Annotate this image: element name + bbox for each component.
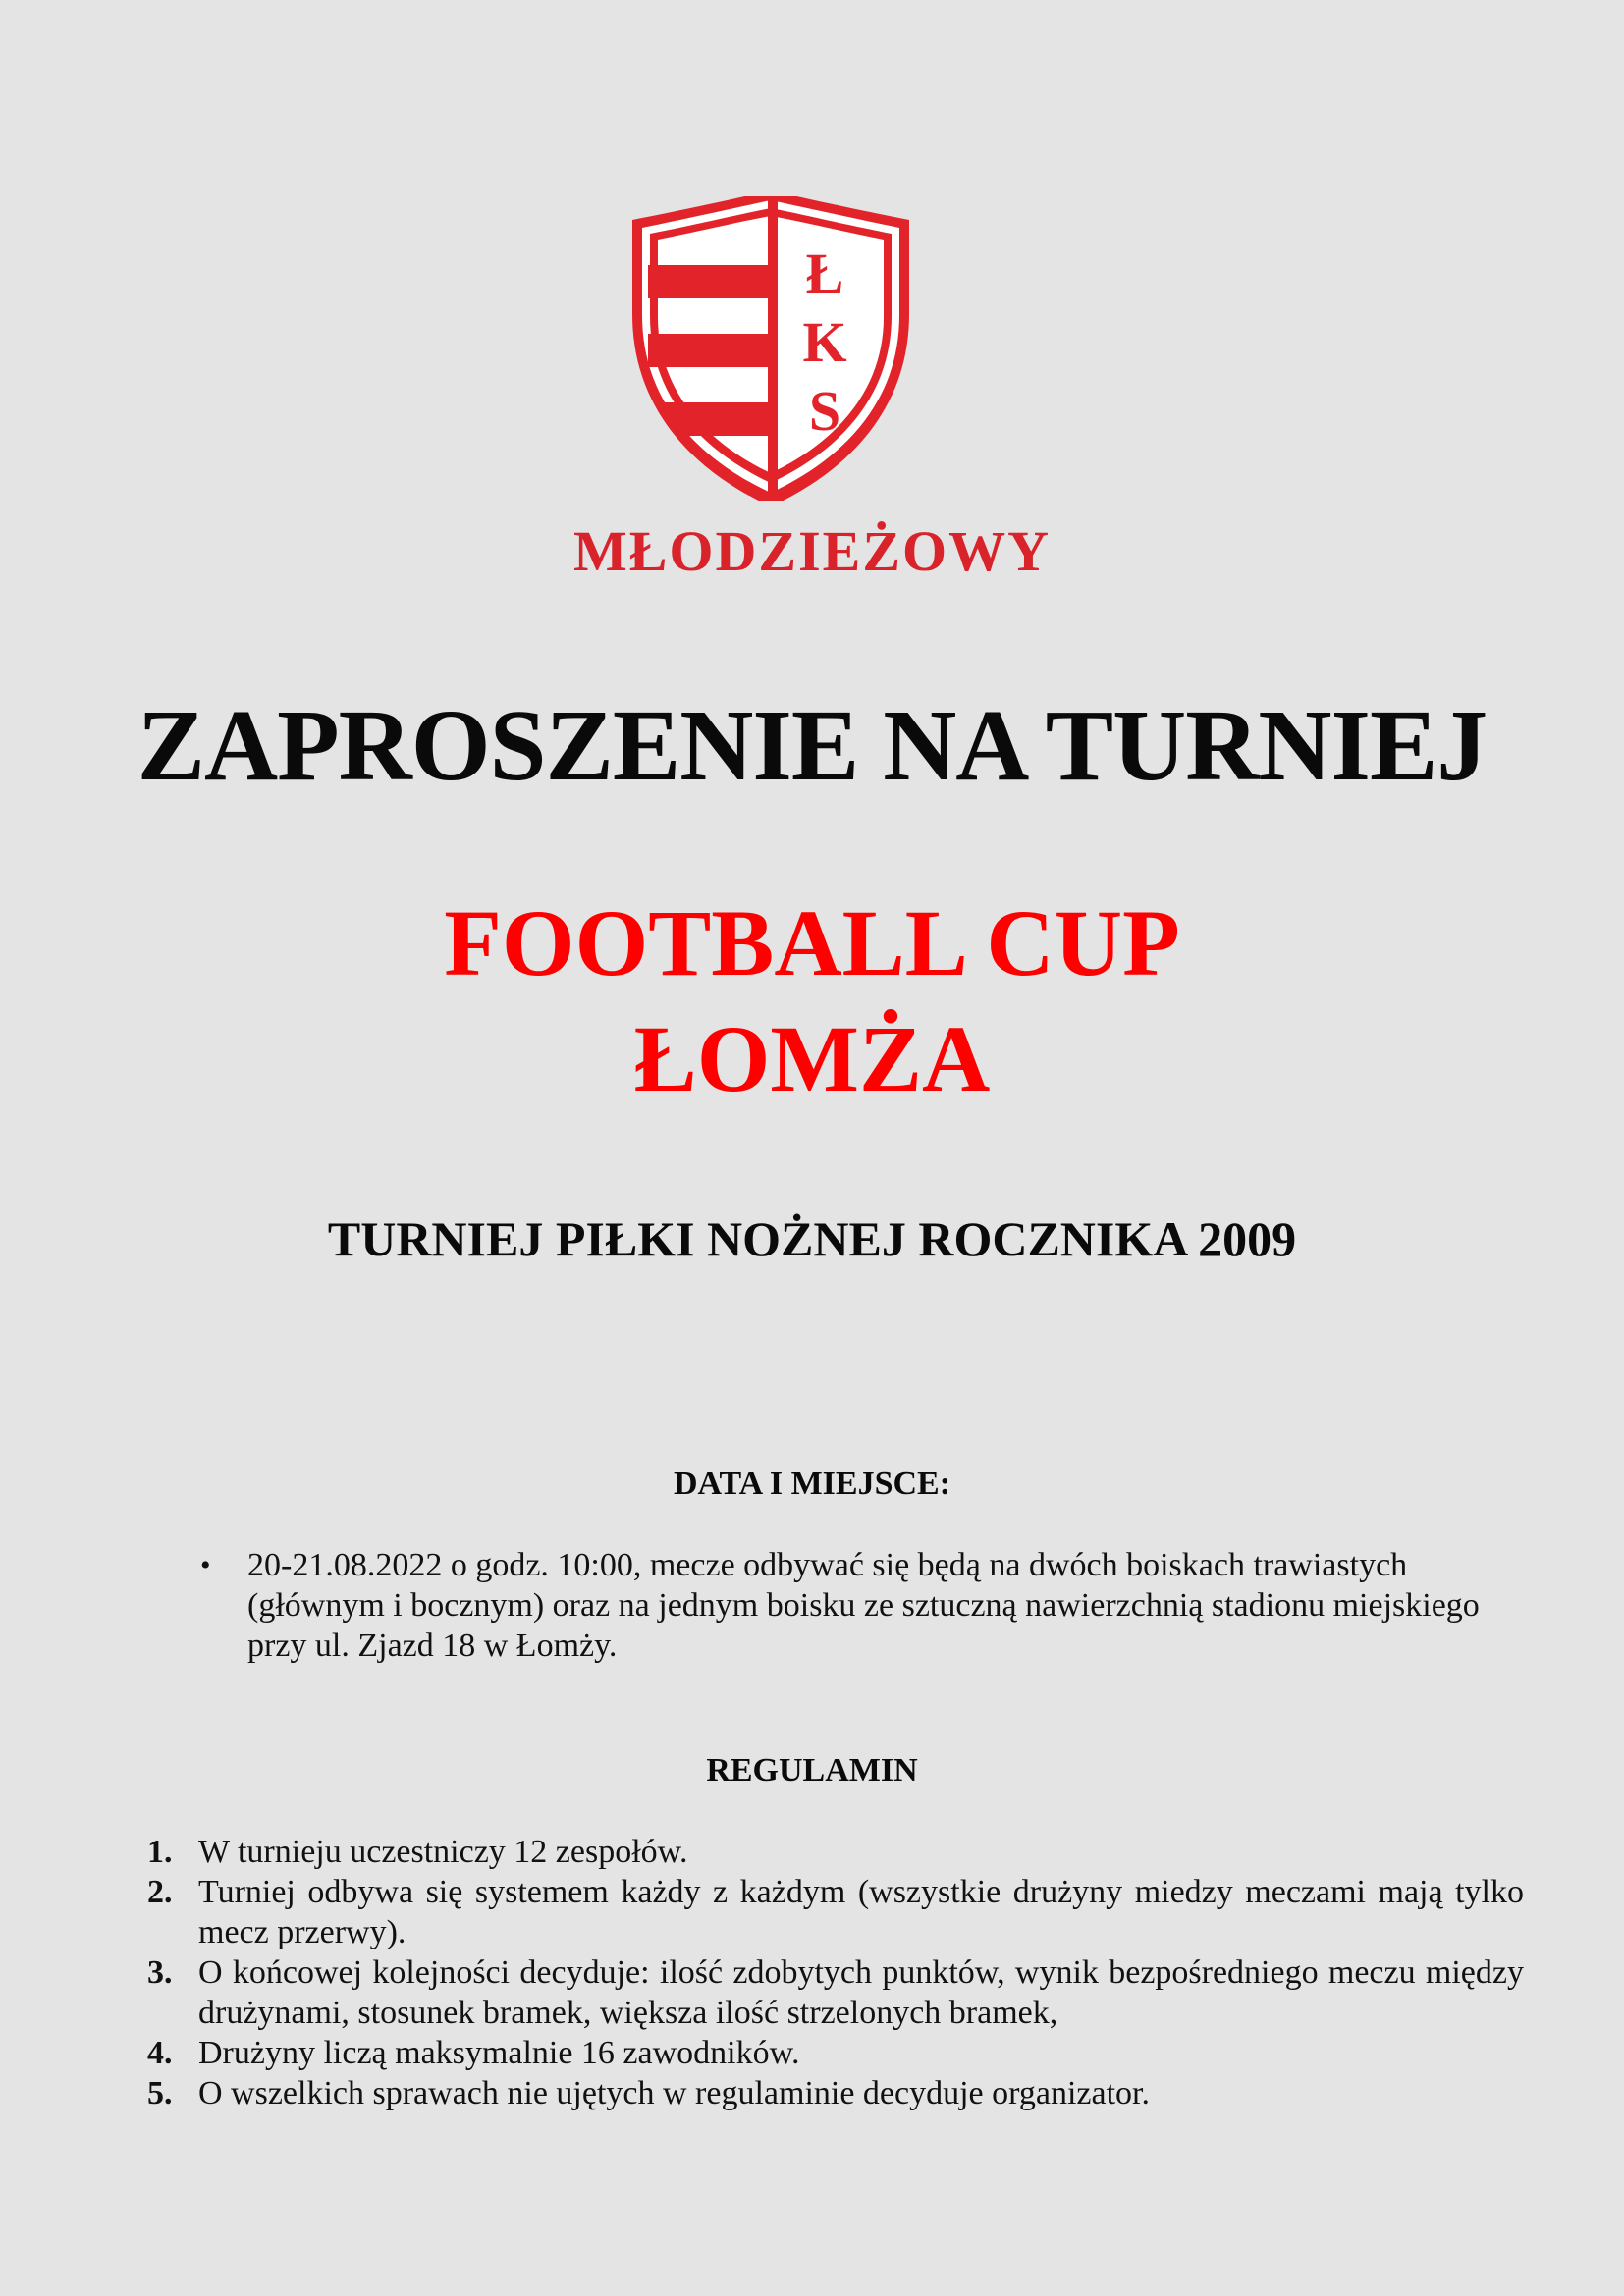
rule-item-2 <box>147 1872 1524 1952</box>
logo-wordmark: MŁODZIEŻOWY <box>572 519 1052 583</box>
rule-text: Drużyny liczą maksymalnie 16 zawodników. <box>198 2035 800 2071</box>
date-bullet-item <box>196 1545 1532 1666</box>
cup-title-line-2: ŁOMŻA <box>633 1006 991 1111</box>
date-bullet-text: 20-21.08.2022 o godz. 10:00, mecze odbywać się będą na dwóch boiskach trawiastych (głównym i bocznym) oraz na jednym boisku ze sztuczną nawierzchnią stadionu miejskiego przy ul. Zjazd 18 w Łomży. <box>247 1547 1480 1664</box>
logo-letter-l: Ł <box>805 241 844 305</box>
rule-text: O wszelkich sprawach nie ujętych w regulaminie decyduje organizator. <box>198 2075 1150 2111</box>
rule-text: Turniej odbywa się systemem każdy z każdym (wszystkie drużyny miedzy meczami mają tylko mecz przerwy). <box>198 1874 1524 1950</box>
rule-item-5 <box>147 2073 1524 2113</box>
logo-letter-s: S <box>808 379 841 443</box>
rule-item-4 <box>147 2033 1524 2073</box>
rule-number: 2. <box>147 1874 173 1910</box>
rule-text: W turnieju uczestniczy 12 zespołów. <box>198 1834 688 1870</box>
rule-item-1 <box>147 1832 1524 1872</box>
subtitle: TURNIEJ PIŁKI NOŻNEJ ROCZNIKA 2009 <box>327 1211 1297 1266</box>
rules-section-heading: REGULAMIN <box>706 1752 918 1789</box>
shield-crest-icon <box>628 196 913 501</box>
rule-number: 1. <box>147 1834 173 1870</box>
cup-title <box>0 885 1624 1117</box>
rules-list <box>147 1832 1524 2113</box>
page-title: ZAPROSZENIE NA TURNIEJ <box>136 689 1488 802</box>
date-section-heading: DATA I MIEJSCE: <box>673 1466 951 1502</box>
rule-text: O końcowej kolejności decyduje: ilość zdobytych punktów, wynik bezpośredniego meczu między drużynami, stosunek bramek, większa ilość strzelonych bramek, <box>198 1954 1524 2031</box>
rule-number: 4. <box>147 2035 173 2071</box>
rule-number: 5. <box>147 2075 173 2111</box>
rule-item-3 <box>147 1952 1524 2033</box>
cup-title-line-1: FOOTBALL CUP <box>444 890 1180 995</box>
rule-number: 3. <box>147 1954 173 1991</box>
bullet-icon: • <box>200 1549 211 1581</box>
logo-letter-k: K <box>802 310 847 374</box>
